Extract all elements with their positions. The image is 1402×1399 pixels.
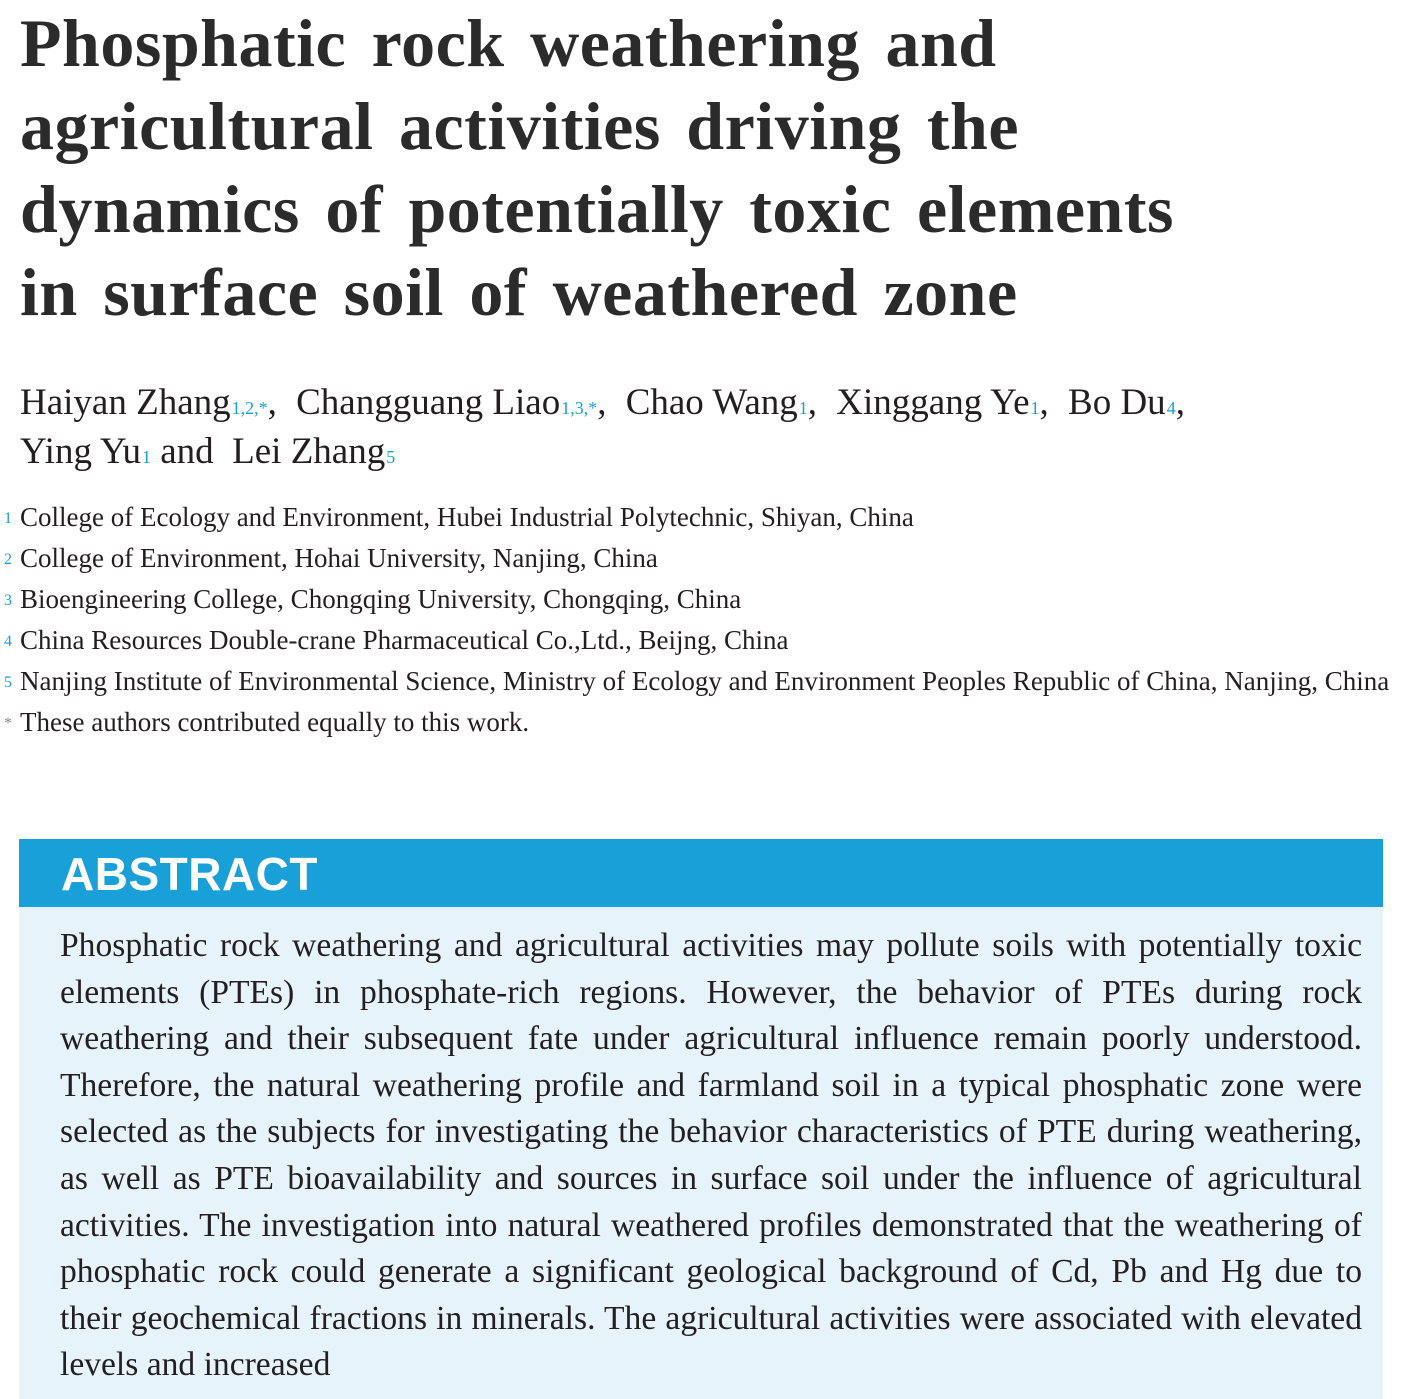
author-name: Haiyan Zhang xyxy=(20,382,231,423)
affiliation-marker: 3 xyxy=(4,592,12,609)
author-line xyxy=(20,378,1390,427)
abstract-section xyxy=(19,839,1383,1399)
author-affiliation-marker[interactable]: 5 xyxy=(386,447,396,467)
affiliation xyxy=(4,582,1399,616)
affiliation-text: China Resources Double-crane Pharmaceutical Co.,Ltd., Beijng, China xyxy=(20,625,789,655)
author-list xyxy=(20,378,1390,476)
author-separator: , xyxy=(807,382,818,423)
author[interactable] xyxy=(836,382,1039,423)
affiliation-list xyxy=(4,500,1399,746)
author-affiliation-marker[interactable]: 4 xyxy=(1166,398,1176,418)
author-name: Chao Wang xyxy=(625,382,798,423)
affiliation-text: College of Ecology and Environment, Hubei Industrial Polytechnic, Shiyan, China xyxy=(20,502,914,532)
author[interactable] xyxy=(1068,382,1176,423)
author-name: Lei Zhang xyxy=(232,431,386,472)
author-separator: , xyxy=(597,382,607,423)
author-separator: , xyxy=(1175,382,1185,423)
affiliation-text: These authors contributed equally to this work. xyxy=(20,707,530,737)
author-name: Xinggang Ye xyxy=(836,382,1030,423)
asterisk-marker: * xyxy=(4,715,12,732)
author-name: Bo Du xyxy=(1068,382,1166,423)
article-title xyxy=(20,2,1380,334)
affiliation-marker: 2 xyxy=(4,551,12,568)
author-name: Ying Yu xyxy=(20,431,141,472)
author-affiliation-marker[interactable]: 1,3,* xyxy=(561,398,598,418)
author-separator: and xyxy=(150,431,214,472)
author-line xyxy=(20,427,1390,476)
title-line: dynamics of potentially toxic elements xyxy=(20,171,1174,247)
affiliation-text: Nanjing Institute of Environmental Science, Ministry of Ecology and Environment Peoples Republic of China, Nanjing, China xyxy=(20,666,1390,696)
abstract-heading: ABSTRACT xyxy=(19,839,1383,907)
affiliation xyxy=(4,500,1399,534)
title-line: agricultural activities driving the xyxy=(20,88,1020,164)
author[interactable] xyxy=(232,431,395,472)
affiliation xyxy=(4,664,1399,698)
author[interactable] xyxy=(20,431,151,472)
affiliation-text: Bioengineering College, Chongqing University, Chongqing, China xyxy=(20,584,742,614)
author-name: Changguang Liao xyxy=(296,382,561,423)
affiliation xyxy=(4,623,1399,657)
affiliation-marker: 5 xyxy=(4,674,12,691)
author-separator: , xyxy=(1039,382,1049,423)
author-affiliation-marker[interactable]: 1 xyxy=(141,447,151,467)
author-affiliation-marker[interactable]: 1 xyxy=(1030,398,1040,418)
equal-contribution-note xyxy=(4,705,1399,739)
affiliation-marker: 1 xyxy=(4,510,12,527)
affiliation-marker: 4 xyxy=(4,633,12,650)
author[interactable] xyxy=(20,382,268,423)
affiliation xyxy=(4,541,1399,575)
abstract-body: Phosphatic rock weathering and agricultural activities may pollute soils with potentially toxic elements (PTEs) in phosphate-rich regions. However, the behavior of PTEs during rock weathering and their subsequent fate under agricultural influence remain poorly understood. Therefore, the natural weathering profile and farmland soil in a typical phosphatic zone were selected as the subjects for investigating the behavior characteristics of PTE during weathering, as well as PTE bioavailability and sources in surface soil under the influence of agricultural activities. The investigation into natural weathered profiles demonstrated that the weathering of phosphatic rock could generate a significant geological background of Cd, Pb and Hg due to their geochemical fractions in minerals. The agricultural activities were associated with elevated levels and increased xyxy=(60,927,1362,1384)
author[interactable] xyxy=(626,382,808,423)
author-affiliation-marker[interactable]: 1,2,* xyxy=(231,398,268,418)
author-separator: , xyxy=(267,382,277,423)
author-affiliation-marker[interactable]: 1 xyxy=(798,398,808,418)
title-line: in surface soil of weathered zone xyxy=(20,254,1018,330)
title-line: Phosphatic rock weathering and xyxy=(20,5,997,81)
affiliation-text: College of Environment, Hohai University, Nanjing, China xyxy=(20,543,658,573)
author[interactable] xyxy=(296,382,597,423)
